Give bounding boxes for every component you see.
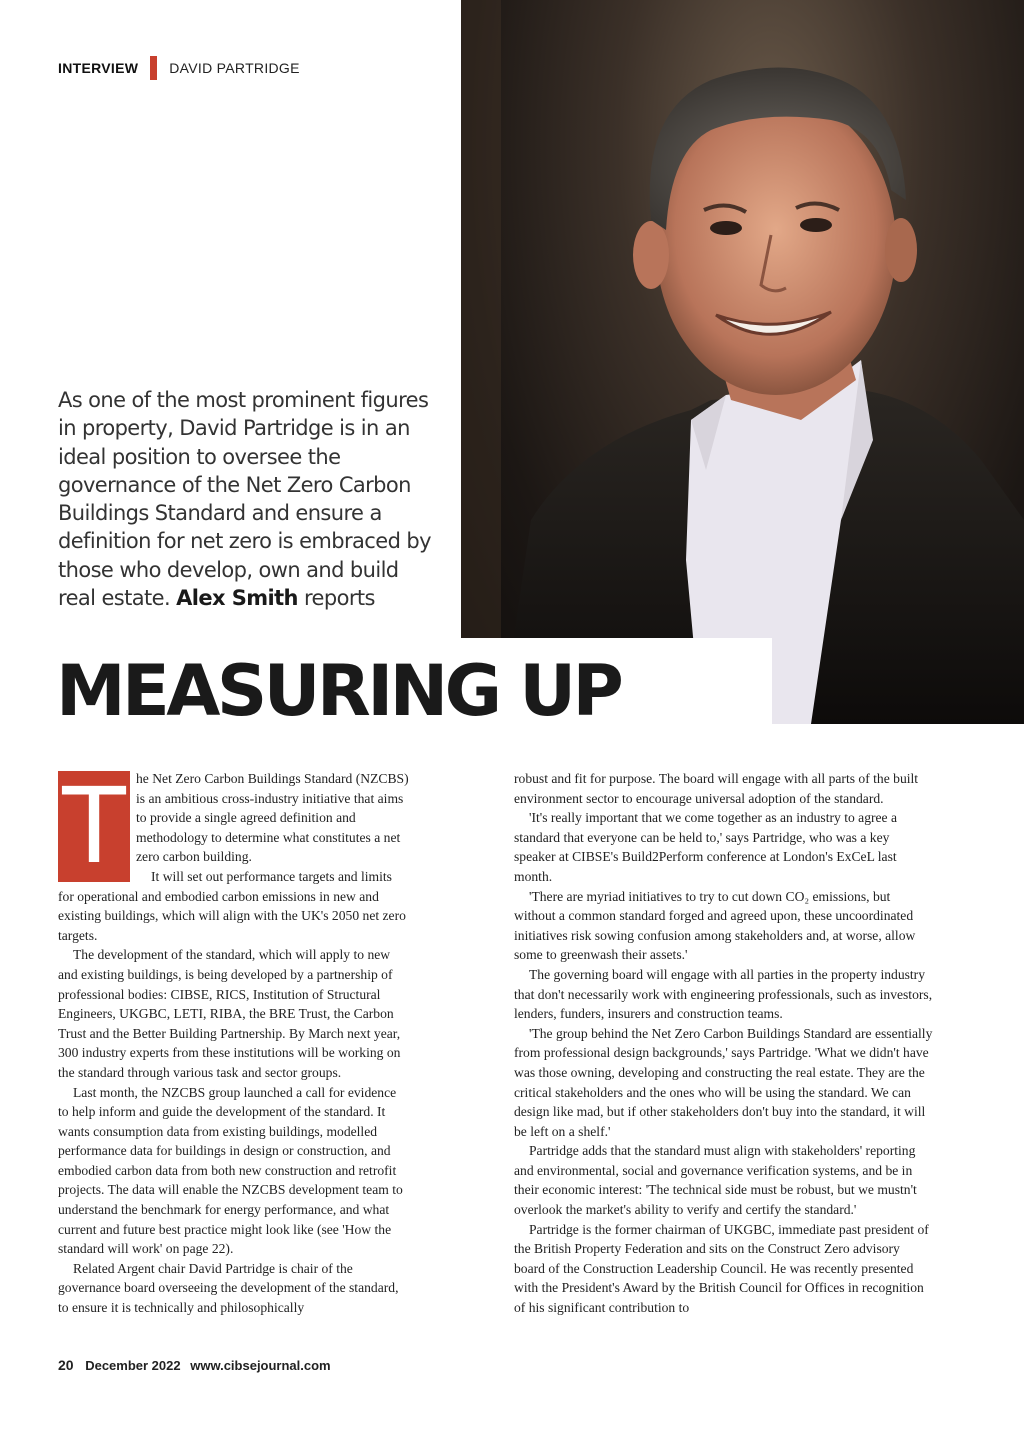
standfirst-text: As one of the most prominent figures in property, David Partridge is in an ideal position to oversee the governance of the Net Zero Carbon Buildings Standard and ensure a definition for net zero is embraced by those who develop, own and build real estate. xyxy=(58,388,431,611)
paragraph: Last month, the NZCBS group launched a call for evidence to help inform and guide the development of the standard. It wants consumption data from existing buildings, modelled performance data for buildings in design or construction, and embodied carbon data from both new construction and retrofit projects. The data will enable the NZCBS development team to understand the benchmark for energy performance, and what current and future best practice might look like (see 'How the standard will work' on page 22). xyxy=(58,1084,403,1257)
portrait-illustration xyxy=(461,0,1024,724)
page-footer xyxy=(58,1357,337,1373)
first-paragraph xyxy=(58,765,410,887)
left-column xyxy=(58,765,410,1318)
header-divider xyxy=(150,56,157,80)
paragraph: The governing board will engage with all parties in the property industry that don't necessarily work with engineering professionals, such as investors, lenders, funders, insurers and construction teams. xyxy=(514,966,933,1022)
page-number: 20 xyxy=(58,1357,74,1373)
paragraph: Partridge adds that the standard must align with stakeholders' reporting and environmental, social and governance verification systems, and be in their economic interest: 'The technical side must be robust, but we mustn't overlook the market's ability to verify and certify the standard.' xyxy=(514,1143,917,1218)
website-url: www.cibsejournal.com xyxy=(190,1358,331,1373)
paragraph: robust and fit for purpose. The board will engage with all parts of the built environment sector to encourage universal adoption of the standard. xyxy=(514,771,919,806)
paragraph: 'The group behind the Net Zero Carbon Buildings Standard are essentially from professional design backgrounds,' says Partridge. 'What we didn't have was those owning, developing and constructing the real estate. They are the critical stakeholders and the ones who will be using the standard. We can design like mad, but if other stakeholders don't buy into the standard, it will be left on a shelf.' xyxy=(514,1025,933,1139)
paragraph: 'There are myriad initiatives to try to cut down CO₂ emissions, but without a common standard forged and agreed upon, these uncoordinated initiatives risk sowing confusion among stakeholders and, at worse, allow some to greenwash their assets.' xyxy=(514,888,916,963)
section-subject: DAVID PARTRIDGE xyxy=(169,60,300,76)
portrait-photo xyxy=(461,0,1024,724)
standfirst-suffix: reports xyxy=(303,586,375,611)
paragraph: 'It's really important that we come together as an industry to agree a standard that everyone can be held to,' says Partridge, who was a key speaker at CIBSE's Build2Perform conference at London's ExCeL last month. xyxy=(514,810,898,884)
section-header xyxy=(58,56,300,80)
paragraph: It will set out performance targets and limits for operational and embodied carbon emissions in new and existing buildings, which will align with the UK's 2050 net zero targets. xyxy=(58,868,406,943)
standfirst xyxy=(58,386,438,612)
paragraph: Partridge is the former chairman of UKGBC, immediate past president of the British Property Federation and sits on the Construct Zero advisory board of the Construction Leadership Council. He was recently presented with the President's Award by the British Council for Offices in recognition of his significant contribution to xyxy=(514,1221,929,1316)
issue-date: December 2022 xyxy=(85,1358,181,1373)
headline: MEASURING UP xyxy=(56,650,621,732)
drop-cap: T xyxy=(58,771,130,882)
standfirst-author: Alex Smith xyxy=(176,586,298,611)
paragraph: The development of the standard, which will apply to new and existing buildings, is being developed by a partnership of professional bodies: CIBSE, RICS, Institution of Structural Engineers, UKGBC, LETI, RIBA, the BRE Trust, the Carbon Trust and the Better Building Partnership. By March next year, 300 industry experts from these institutions will be working on the standard through various task and sector groups. xyxy=(58,947,401,1080)
section-tag: INTERVIEW xyxy=(58,60,139,76)
first-paragraph-text: he Net Zero Carbon Buildings Standard (NZCBS) is an ambitious cross-industry initiative that aims to provide a single agreed definition and methodology to determine what constitutes a net zero carbon building. xyxy=(136,771,409,865)
right-column xyxy=(514,769,934,1318)
paragraph: Related Argent chair David Partridge is chair of the governance board overseeing the development of the standard, to ensure it is technically and philosophically xyxy=(58,1260,399,1316)
